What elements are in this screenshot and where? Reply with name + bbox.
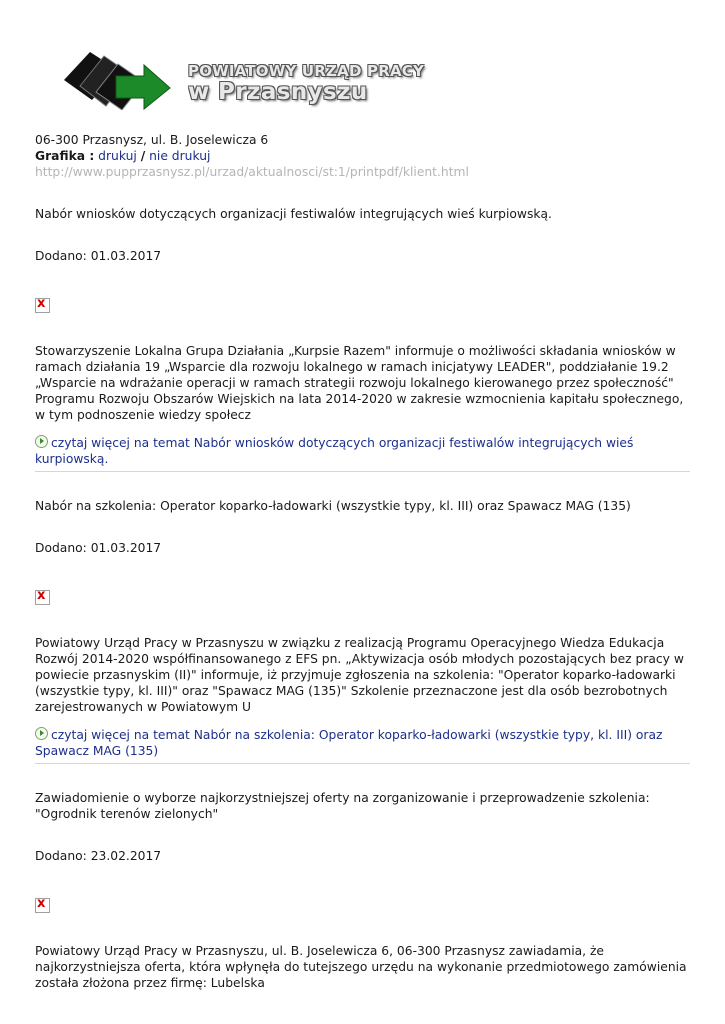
news-date: Dodano: 23.02.2017 (35, 849, 162, 863)
separator: / (140, 149, 146, 163)
broken-image-mark: x (37, 296, 46, 311)
logo-text-line1: POWIATOWY URZĄD PRACY (188, 62, 425, 80)
read-more-row (35, 727, 690, 764)
page-content (35, 132, 690, 991)
page-url: http://www.pupprzasnysz.pl/urzad/aktualnosci/st:1/printpdf/klient.html (35, 165, 469, 179)
print-link[interactable]: drukuj (98, 149, 137, 163)
news-date: Dodano: 01.03.2017 (35, 249, 162, 263)
broken-image-icon (35, 298, 50, 313)
office-address: 06-300 Przasnysz, ul. B. Joselewicza 6 (35, 133, 269, 147)
broken-image-mark: x (37, 588, 46, 603)
news-description: Stowarzyszenie Lokalna Grupa Działania „Kurpsie Razem" informuje o możliwości składania wniosków w ramach działania 19 „Wsparcie dla rozwoju lokalnego w ramach inicjatywy LEADER", poddziałanie 19.2 „Wsparcie na wdrażanie operacji w ramach strategii rozwoju lokalnego kierowanego przez społeczność" Programu Rozwoju Obszarów Wiejskich na lata 2014-2020 w zakresie wzmocnienia kapitału społecznego, w tym podnoszenie wiedzy społecz (35, 344, 684, 422)
graphics-toggle (35, 148, 690, 164)
news-item (35, 206, 690, 472)
pup-logo (60, 50, 425, 110)
arrow-circle-icon (35, 435, 48, 448)
broken-image-mark: x (37, 896, 46, 911)
read-more-link[interactable]: czytaj więcej na temat Nabór wniosków dotyczących organizacji festiwalów integrujących wieś kurpiowską. (35, 436, 634, 466)
broken-image-icon (35, 590, 50, 605)
news-title: Nabór wniosków dotyczących organizacji festiwalów integrujących wieś kurpiowską. (35, 207, 552, 221)
news-item (35, 498, 690, 764)
read-more-row (35, 435, 690, 472)
no-print-link[interactable]: nie drukuj (149, 149, 211, 163)
news-title: Zawiadomienie o wyborze najkorzystniejszej oferty na zorganizowanie i przeprowadzenie szkolenia: "Ogrodnik terenów zielonych" (35, 791, 650, 821)
news-date: Dodano: 01.03.2017 (35, 541, 162, 555)
graphics-label: Grafika : (35, 149, 95, 163)
logo-graphic (60, 50, 180, 110)
arrow-circle-icon (35, 727, 48, 740)
logo-text-line2: w Przasnyszu (188, 79, 368, 105)
read-more-link[interactable]: czytaj więcej na temat Nabór na szkolenia: Operator koparko-ładowarki (wszystkie typy, kl. III) oraz Spawacz MAG (135) (35, 728, 663, 758)
news-title: Nabór na szkolenia: Operator koparko-ładowarki (wszystkie typy, kl. III) oraz Spawacz MAG (135) (35, 499, 631, 513)
news-description: Powiatowy Urząd Pracy w Przasnyszu, ul. B. Joselewicza 6, 06-300 Przasnysz zawiadamia, że najkorzystniejsza oferta, która wpłynęła do tutejszego urzędu na wykonanie przedmiotowego zamówienia została złożona przez firmę: Lubelska (35, 944, 687, 990)
broken-image-icon (35, 898, 50, 913)
news-item (35, 790, 690, 991)
news-description: Powiatowy Urząd Pracy w Przasnyszu w związku z realizacją Programu Operacyjnego Wiedza Edukacja Rozwój 2014-2020 współfinansowanego z EFS pn. „Aktywizacja osób młodych pozostających bez pracy w powiecie przasnyskim (II)" informuje, iż przyjmuje zgłoszenia na szkolenia: "Operator koparko-ładowarki (wszystkie typy, kl. III)" oraz "Spawacz MAG (135)" Szkolenie przeznaczone jest dla osób bezrobotnych zarejestrowanych w Powiatowym U (35, 636, 684, 714)
